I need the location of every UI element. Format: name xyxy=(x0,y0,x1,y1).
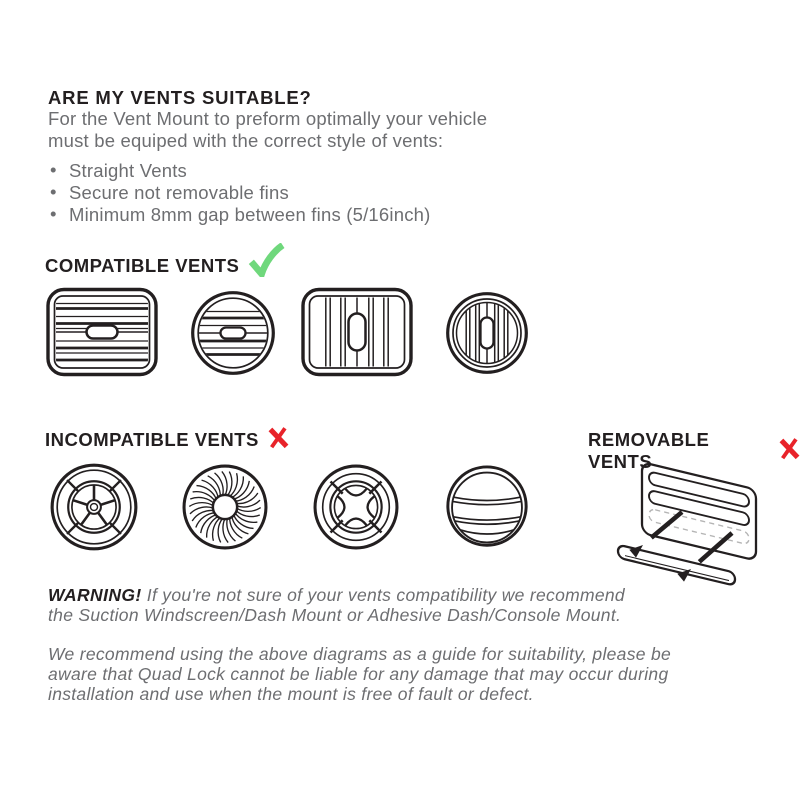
warning-text: If you're not sure of your vents compatibility we recommend xyxy=(146,585,625,605)
page-title: ARE MY VENTS SUITABLE? xyxy=(48,87,312,108)
disclaimer-line: aware that Quad Lock cannot be liable for any damage that may occur during xyxy=(48,664,669,684)
vent-rect-vertical-fins xyxy=(301,287,413,377)
vent-ball xyxy=(446,463,528,551)
compatible-vents-heading xyxy=(45,255,286,277)
requirements-list xyxy=(50,160,431,226)
section-label: INCOMPATIBLE VENTS xyxy=(45,429,259,450)
list-item: • Minimum 8mm gap between fins (5/16inch) xyxy=(50,204,431,226)
vent-rect-horizontal-fins xyxy=(46,287,158,377)
disclaimer-line: We recommend using the above diagrams as a guide for suitability, please be xyxy=(48,644,672,664)
section-label: REMOVABLE VENTS xyxy=(588,429,710,472)
warning-paragraph xyxy=(48,585,625,625)
cross-icon xyxy=(779,437,800,460)
vent-removable-fins-diagram xyxy=(608,452,768,598)
warning-line: the Suction Windscreen/Dash Mount or Adhesive Dash/Console Mount. xyxy=(48,605,622,625)
intro-line: must be equiped with the correct style of vents: xyxy=(48,129,444,151)
check-icon xyxy=(248,243,286,277)
vent-round-vertical-fins xyxy=(445,291,529,375)
intro-paragraph xyxy=(48,108,487,151)
section-label: COMPATIBLE VENTS xyxy=(45,255,240,276)
disclaimer-paragraph xyxy=(48,644,671,704)
list-item: • Straight Vents xyxy=(50,160,431,182)
cross-icon xyxy=(268,426,289,449)
vent-spoked-wheel xyxy=(48,461,140,553)
warning-label: WARNING! xyxy=(48,585,142,605)
pull-out-arrows xyxy=(629,512,732,582)
vent-round-cross xyxy=(311,462,401,552)
warning-line xyxy=(48,585,625,605)
intro-line: For the Vent Mount to preform optimally your vehicle xyxy=(48,108,488,129)
vent-turbine-fan xyxy=(180,462,270,552)
incompatible-vents-heading xyxy=(45,429,289,451)
disclaimer-line: installation and use when the mount is free of fault or defect. xyxy=(48,684,534,704)
vent-round-horizontal-fins xyxy=(190,290,276,376)
list-item: • Secure not removable fins xyxy=(50,182,431,204)
